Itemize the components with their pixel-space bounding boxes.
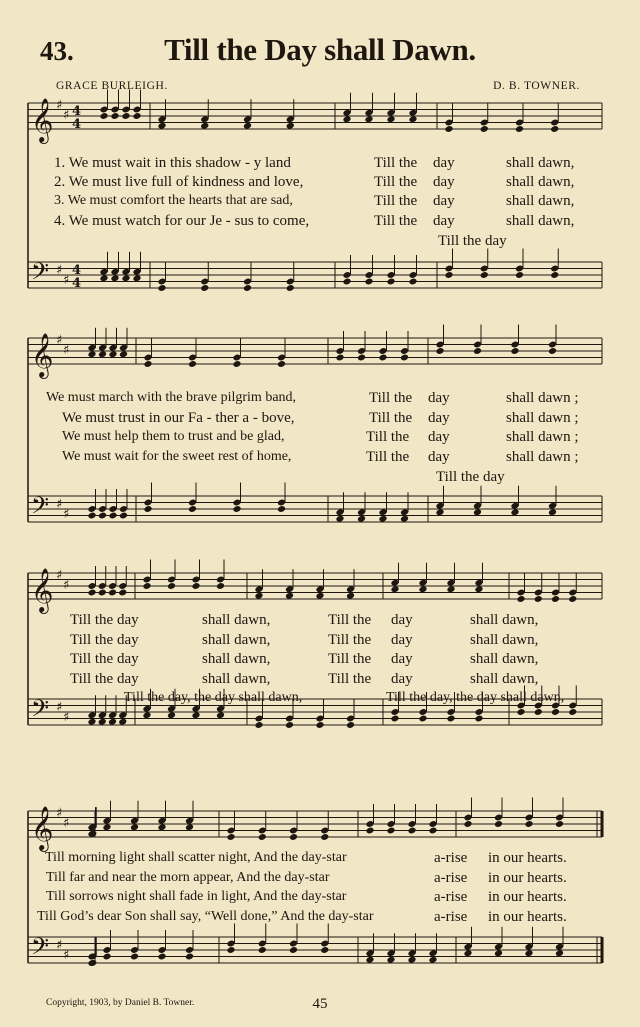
s1-v1-line: 1. We must wait in this shadow - y land — [54, 155, 291, 171]
note-head — [386, 827, 395, 835]
copyright: Copyright, 1903, by Daniel B. Towner. — [46, 998, 195, 1008]
note-head — [289, 833, 298, 841]
s3-v2-tillday: Till the day — [70, 632, 139, 648]
note-head — [188, 505, 197, 513]
note-head — [524, 820, 533, 828]
hymn-number: 43. — [40, 36, 74, 66]
s3-v1-dawn2: shall dawn, — [470, 612, 539, 628]
note-head — [108, 589, 117, 597]
s2-v1-line: We must march with the brave pilgrim band, — [46, 390, 297, 405]
note-head — [185, 953, 194, 961]
note-head — [289, 946, 298, 954]
s3-v2-day: day — [391, 632, 413, 648]
s3-v4-dawn2: shall dawn, — [470, 671, 539, 687]
s1-v4-dawn: shall dawn, — [506, 213, 575, 229]
s3-v4-tillthe: Till the — [328, 671, 372, 687]
s2-bass-cue: Till the day — [436, 469, 505, 485]
s1-v1-tillthe: Till the — [374, 155, 418, 171]
note-head — [119, 512, 128, 520]
note-head — [87, 589, 96, 597]
note-head — [232, 360, 241, 368]
note-head — [167, 582, 176, 590]
note-head — [102, 953, 111, 961]
note-head — [480, 271, 489, 279]
sharp-icon: ♯ — [56, 98, 63, 113]
note-head — [277, 360, 286, 368]
s1-v2-dawn: shall dawn, — [506, 174, 575, 190]
s1-v4-line: 4. We must watch for our Je - sus to come, — [54, 213, 310, 229]
note-head — [335, 354, 344, 362]
s3-v3-dawn2: shall dawn, — [470, 651, 539, 667]
s1-v2-tillthe: Till the — [374, 174, 418, 190]
note-head — [286, 284, 295, 292]
note-head — [435, 347, 444, 355]
s3-v3-tillthe: Till the — [328, 651, 372, 667]
note-head — [390, 715, 399, 723]
s2-v3-dawn: shall dawn ; — [506, 429, 579, 445]
sharp-icon: ♯ — [56, 700, 63, 715]
s4-v3-arise: a-rise — [434, 889, 468, 905]
bass-clef-icon: 𝄢 — [31, 257, 50, 291]
s2-v1-dawn: shall dawn ; — [506, 390, 579, 406]
s4-v1-line: Till morning light shall scatter night, And the day-star — [45, 850, 347, 865]
note-head — [407, 827, 416, 835]
sharp-icon: ♯ — [63, 816, 70, 831]
note-head — [400, 354, 409, 362]
note-head — [315, 721, 324, 729]
note-head — [551, 595, 560, 603]
note-head — [386, 278, 395, 286]
note-head — [200, 284, 209, 292]
s4-v4-arise: a-rise — [434, 909, 468, 925]
note-head — [494, 820, 503, 828]
note-head — [515, 125, 524, 133]
note-head — [550, 125, 559, 133]
note-head — [99, 112, 108, 120]
time-signature-bottom: 4 — [72, 117, 82, 132]
sharp-icon: ♯ — [63, 948, 70, 963]
note-head — [320, 946, 329, 954]
s2-v1-tillthe: Till the — [369, 390, 413, 406]
sharp-icon: ♯ — [63, 108, 70, 123]
note-head — [121, 112, 130, 120]
note-head — [320, 833, 329, 841]
note-head — [516, 595, 525, 603]
note-head — [157, 953, 166, 961]
sharp-icon: ♯ — [56, 568, 63, 583]
s2-v3-line: We must help them to trust and be glad, — [62, 429, 285, 444]
note-head — [548, 347, 557, 355]
sharp-icon: ♯ — [56, 333, 63, 348]
note-head — [191, 582, 200, 590]
bass-clef-icon: 𝄢 — [31, 694, 50, 728]
s3-v2-tillthe: Till the — [328, 632, 372, 648]
note-head — [555, 820, 564, 828]
s3-v1-tillthe: Till the — [328, 612, 372, 628]
hymn-title: Till the Day shall Dawn. — [164, 32, 476, 67]
sharp-icon: ♯ — [56, 938, 63, 953]
note-head — [258, 833, 267, 841]
treble-clef-icon: 𝄞 — [31, 98, 54, 142]
note-head — [418, 715, 427, 723]
note-head — [88, 959, 97, 967]
note-head — [342, 278, 351, 286]
s2-v4-line: We must wait for the sweet rest of home, — [62, 449, 292, 464]
s1-v3-line: 3. We must comfort the hearts that are sad, — [54, 193, 293, 208]
note-head — [444, 125, 453, 133]
s1-v3-tillthe: Till the — [374, 193, 418, 209]
note-head — [98, 512, 107, 520]
note-head — [510, 347, 519, 355]
s3-v4-dawn1: shall dawn, — [202, 671, 271, 687]
s3-v2-dawn1: shall dawn, — [202, 632, 271, 648]
s2-v3-tillthe: Till the — [366, 429, 410, 445]
note-head — [132, 112, 141, 120]
sharp-icon: ♯ — [63, 578, 70, 593]
note-head — [143, 505, 152, 513]
s1-v3-day: day — [433, 193, 455, 209]
note-head — [568, 708, 577, 716]
s3-v2-dawn2: shall dawn, — [470, 632, 539, 648]
author-credit: GRACE BURLEIGH. — [56, 80, 168, 92]
s3-v1-tillday: Till the day — [70, 612, 139, 628]
s4-v2-line: Till far and near the morn appear, And the day-star — [46, 870, 330, 885]
treble-clef-icon: 𝄞 — [31, 333, 54, 377]
sharp-icon: ♯ — [63, 710, 70, 725]
s1-v4-day: day — [433, 213, 455, 229]
s4-v2-arise: a-rise — [434, 870, 468, 886]
note-head — [408, 278, 417, 286]
time-signature-bottom: 4 — [72, 276, 82, 291]
s2-v3-day: day — [428, 429, 450, 445]
note-head — [428, 827, 437, 835]
note-head — [551, 708, 560, 716]
s1-bass-cue: Till the day — [438, 233, 507, 249]
note-head — [277, 505, 286, 513]
note-head — [216, 582, 225, 590]
bass-clef-icon: 𝄢 — [31, 491, 50, 525]
note-head — [143, 360, 152, 368]
note-head — [130, 953, 139, 961]
note-head — [446, 715, 455, 723]
note-head — [258, 946, 267, 954]
page-number: 45 — [312, 996, 328, 1012]
note-head — [534, 595, 543, 603]
note-head — [473, 347, 482, 355]
treble-clef-icon: 𝄞 — [31, 568, 54, 612]
note-head — [378, 354, 387, 362]
sharp-icon: ♯ — [56, 806, 63, 821]
s3-v1-day: day — [391, 612, 413, 628]
s4-v1-arise: a-rise — [434, 850, 468, 866]
s4-v2-hearts: in our hearts. — [488, 870, 567, 886]
s2-v2-day: day — [428, 410, 450, 426]
s2-v2-line: We must trust in our Fa - ther a - bove, — [62, 410, 295, 426]
note-head — [188, 360, 197, 368]
note-head — [365, 827, 374, 835]
s3-bass-cue-1: Till the day, the day shall dawn, — [124, 690, 303, 705]
s2-v4-day: day — [428, 449, 450, 465]
s4-v3-hearts: in our hearts. — [488, 889, 567, 905]
note-head — [110, 112, 119, 120]
s3-bass-cue-2: Till the day, the day shall dawn, — [386, 690, 565, 705]
note-head — [226, 946, 235, 954]
note-head — [568, 595, 577, 603]
s4-v4-line: Till God’s dear Son shall say, “Well done,” And the day-star — [37, 909, 374, 924]
sharp-icon: ♯ — [56, 497, 63, 512]
note-head — [232, 505, 241, 513]
composer-credit: D. B. TOWNER. — [493, 80, 580, 92]
s2-v4-tillthe: Till the — [366, 449, 410, 465]
note-head — [550, 271, 559, 279]
s3-v1-dawn1: shall dawn, — [202, 612, 271, 628]
note-head — [254, 721, 263, 729]
s2-v2-tillthe: Till the — [369, 410, 413, 426]
note-head — [480, 125, 489, 133]
s4-v3-line: Till sorrows night shall fade in light, And the day-star — [46, 889, 347, 904]
s2-v4-dawn: shall dawn ; — [506, 449, 579, 465]
sharp-icon: ♯ — [63, 343, 70, 358]
s3-v4-tillday: Till the day — [70, 671, 139, 687]
s1-v4-tillthe: Till the — [374, 213, 418, 229]
note-head — [534, 708, 543, 716]
s1-v1-dawn: shall dawn, — [506, 155, 575, 171]
note-head — [357, 354, 366, 362]
note-head — [226, 833, 235, 841]
note-head — [516, 708, 525, 716]
note-head — [364, 278, 373, 286]
note-head — [474, 715, 483, 723]
s2-v1-day: day — [428, 390, 450, 406]
s4-v4-hearts: in our hearts. — [488, 909, 567, 925]
s1-v3-dawn: shall dawn, — [506, 193, 575, 209]
note-head — [515, 271, 524, 279]
note-head — [108, 512, 117, 520]
s3-v4-day: day — [391, 671, 413, 687]
note-head — [142, 582, 151, 590]
note-head — [157, 284, 166, 292]
note-head — [346, 721, 355, 729]
s1-v2-line: 2. We must live full of kindness and love, — [54, 174, 304, 190]
s3-v3-dawn1: shall dawn, — [202, 651, 271, 667]
note-head — [118, 589, 127, 597]
bass-clef-icon: 𝄢 — [31, 932, 50, 966]
note-head — [98, 589, 107, 597]
sharp-icon: ♯ — [56, 263, 63, 278]
s3-v3-day: day — [391, 651, 413, 667]
sharp-icon: ♯ — [63, 273, 70, 288]
note-head — [463, 820, 472, 828]
note-head — [243, 284, 252, 292]
note-head — [87, 512, 96, 520]
note-head — [444, 271, 453, 279]
time-signature-top: 4 — [72, 104, 82, 119]
s2-v2-dawn: shall dawn ; — [506, 410, 579, 426]
s3-v3-tillday: Till the day — [70, 651, 139, 667]
s1-v2-day: day — [433, 174, 455, 190]
s1-v1-day: day — [433, 155, 455, 171]
sharp-icon: ♯ — [63, 507, 70, 522]
treble-clef-icon: 𝄞 — [31, 806, 54, 850]
s4-v1-hearts: in our hearts. — [488, 850, 567, 866]
time-signature-top: 4 — [72, 263, 82, 278]
note-head — [285, 721, 294, 729]
